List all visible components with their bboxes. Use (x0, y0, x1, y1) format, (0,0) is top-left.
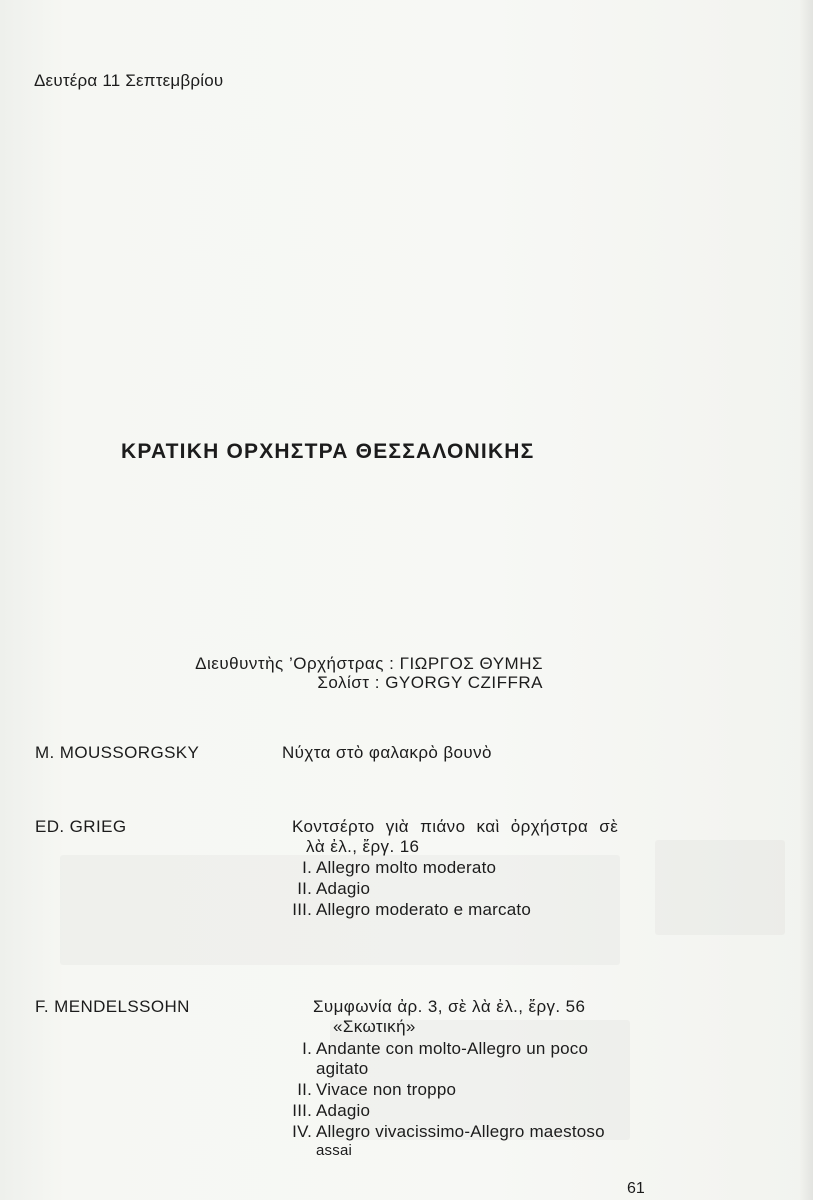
soloist-name: GYORGY CZIFFRA (385, 673, 543, 692)
concert-date: Δευτέρα 11 Σεπτεμβρίου (34, 71, 224, 90)
movement-mendelssohn-1: I. Andante con molto-Allegro un poco (302, 1039, 589, 1058)
work-title-grieg-line-1: Κοντσέρτο γιὰ πιάνο καὶ ὀρχήστρα σὲ (292, 817, 619, 836)
movement-grieg-1: I. Allegro molto moderato (302, 858, 497, 877)
conductor-name: ΓΙΩΡΓΟΣ ΘΥΜΗΣ (399, 654, 543, 673)
movement-mendelssohn-4-cont: assai (316, 1142, 353, 1159)
work-title-grieg-line-2: λὰ ἐλ., ἔργ. 16 (306, 837, 420, 856)
conductor-label: Διευθυντὴς ’Ορχήστρας (195, 654, 384, 673)
work-title-mendelssohn-line-1: Συμφωνία ἀρ. 3, σὲ λὰ ἐλ., ἔργ. 56 (313, 997, 586, 1016)
soloist-credit: Σολίστ : GYORGY CZIFFRA (317, 673, 543, 692)
work-title-moussorgsky: Νύχτα στὸ φαλακρὸ βουνὸ (282, 743, 492, 762)
movement-mendelssohn-4: IV. Allegro vivacissimo-Allegro maestoso (292, 1122, 605, 1141)
page-number: 61 (627, 1180, 645, 1197)
composer-grieg: ED. GRIEG (35, 817, 127, 836)
composer-mendelssohn: F. MENDELSSOHN (35, 997, 190, 1016)
movement-mendelssohn-2: II. Vivace non troppo (297, 1080, 457, 1099)
orchestra-title: ΚΡΑΤΙΚΗ ΟΡΧΗΣΤΡΑ ΘΕΣΣΑΛΟΝΙΚΗΣ (121, 440, 535, 463)
movement-grieg-3: III. Allegro moderato e marcato (292, 900, 531, 919)
soloist-label: Σολίστ (317, 673, 370, 692)
movement-mendelssohn-3: III. Adagio (292, 1101, 371, 1120)
page-edge-shadow (799, 0, 813, 1200)
bleed-through-right (655, 840, 785, 935)
movement-mendelssohn-1-cont: agitato (316, 1059, 369, 1078)
movement-grieg-2: II. Adagio (297, 879, 371, 898)
conductor-credit: Διευθυντὴς ’Ορχήστρας : ΓΙΩΡΓΟΣ ΘΥΜΗΣ (195, 654, 543, 673)
work-title-mendelssohn-line-2: «Σκωτική» (333, 1017, 416, 1036)
composer-moussorgsky: M. MOUSSORGSKY (35, 743, 200, 762)
